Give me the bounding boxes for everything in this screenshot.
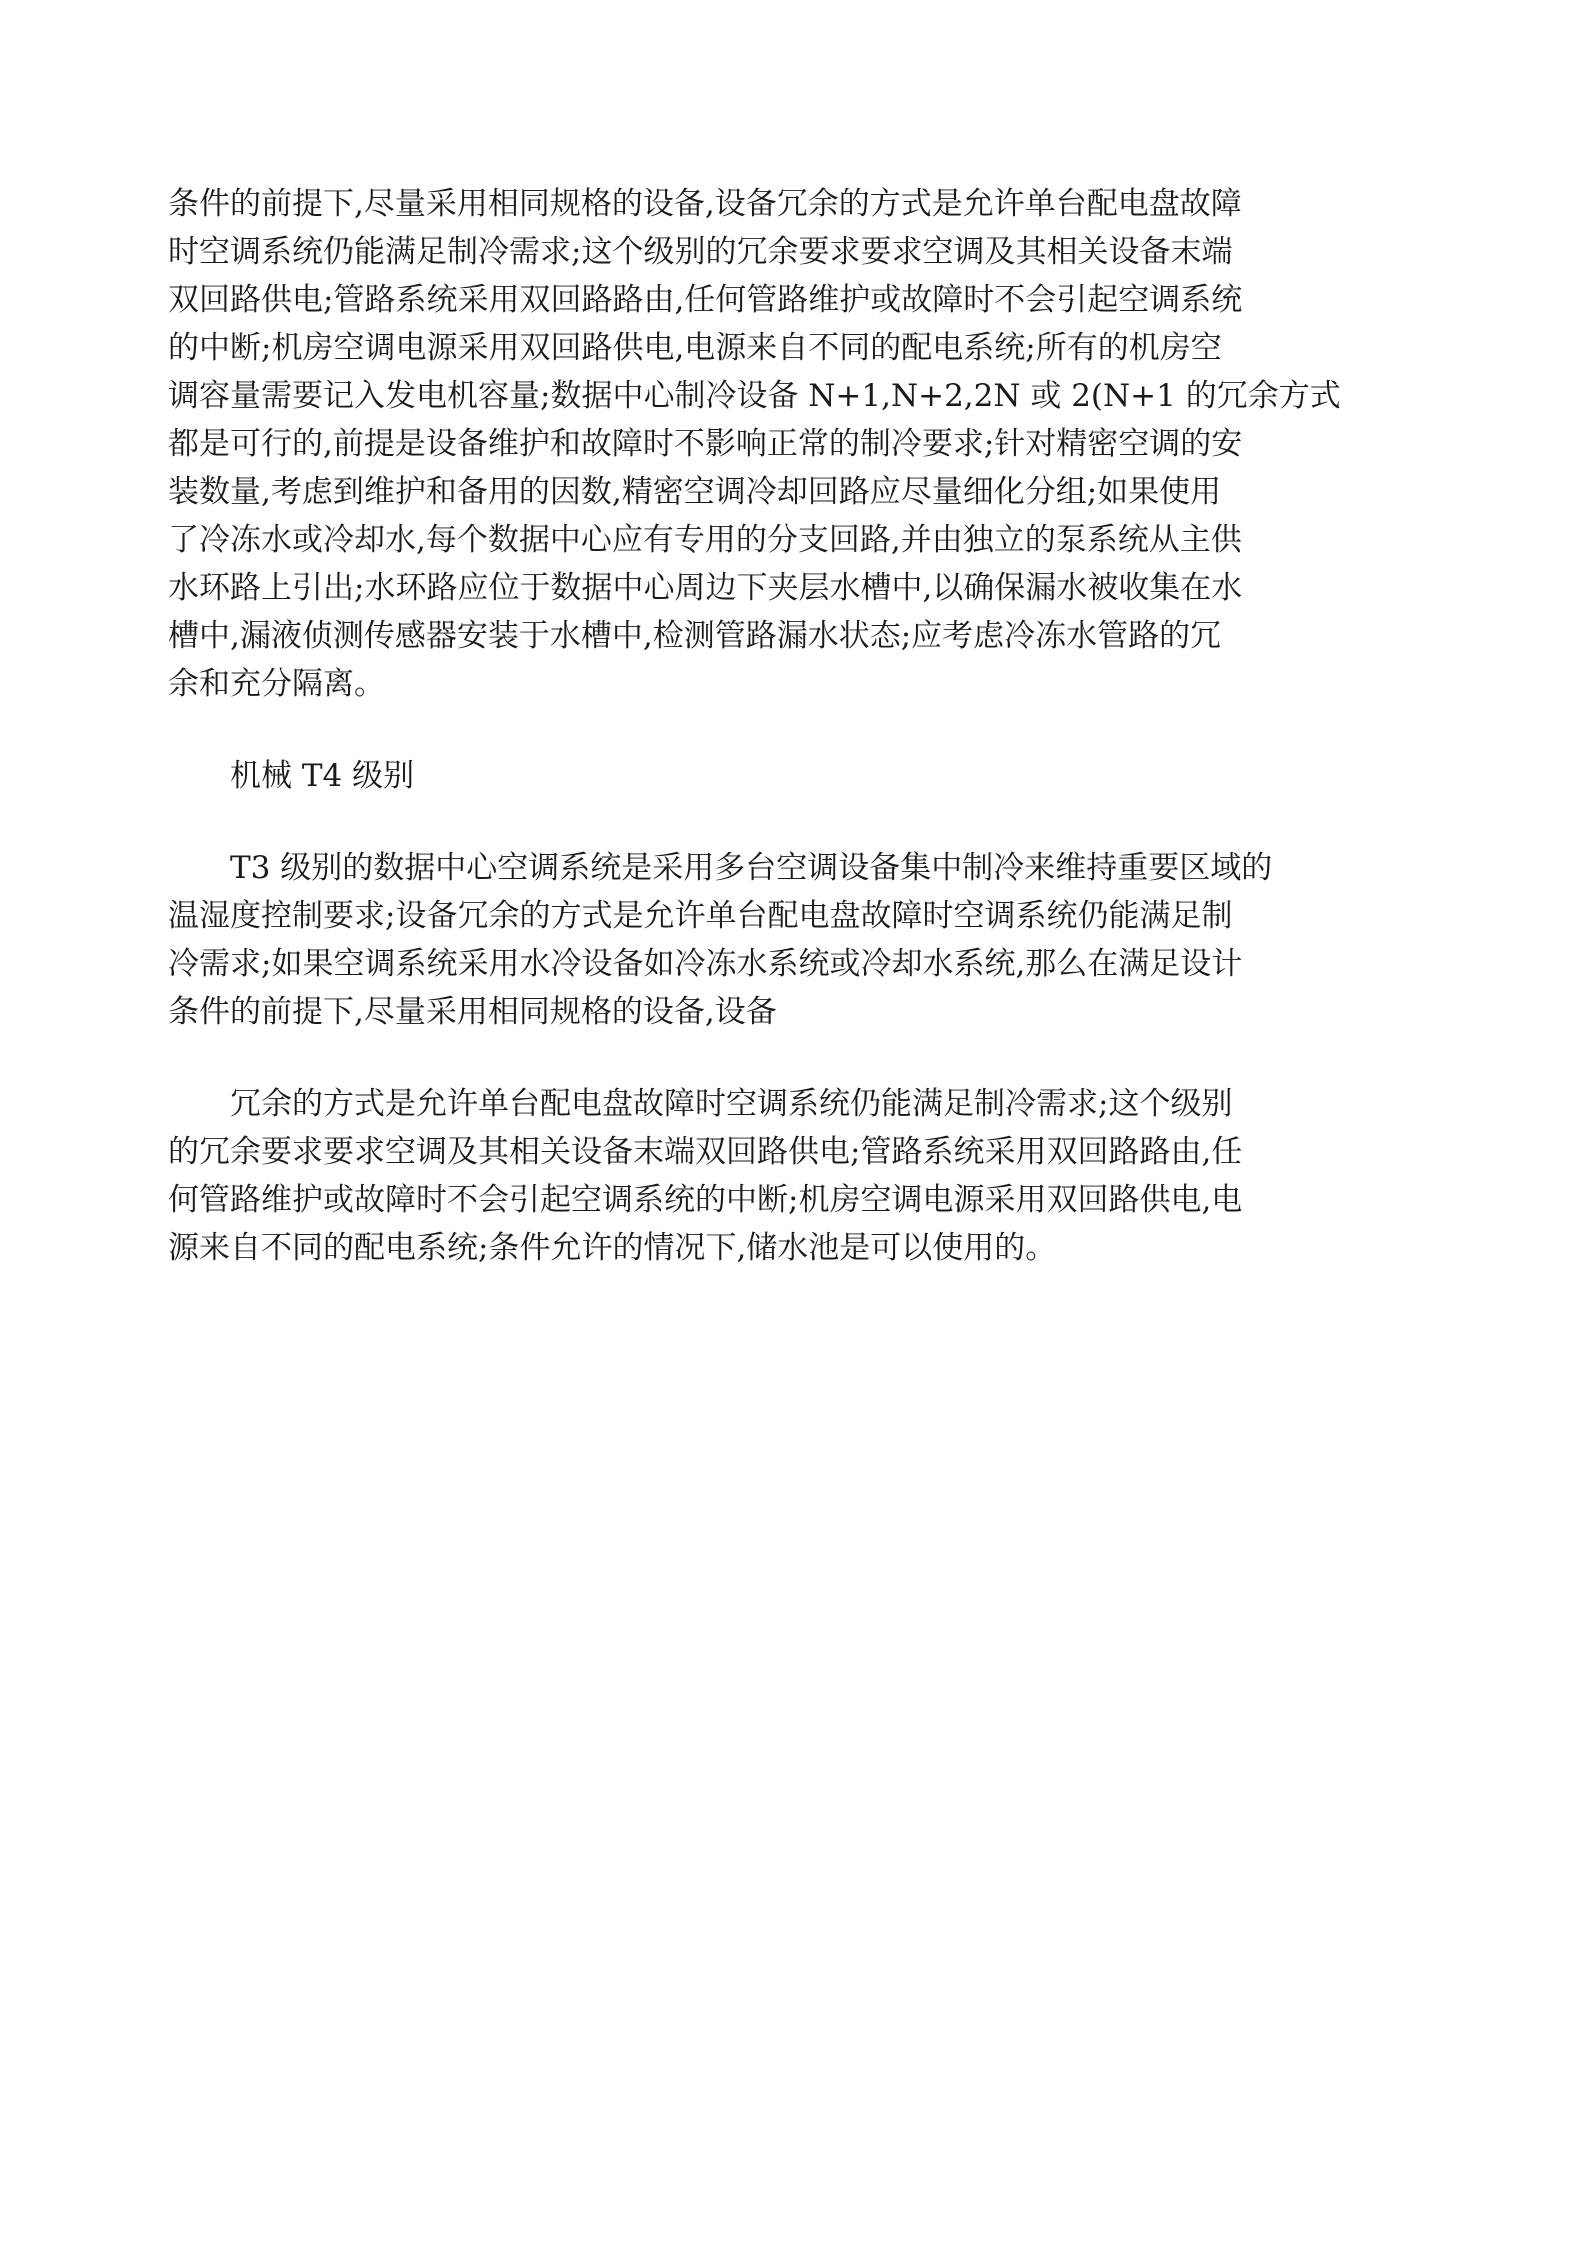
text-line: 时空调系统仍能满足制冷需求;这个级别的冗余要求要求空调及其相关设备末端 xyxy=(168,234,1233,270)
section-heading-t4 xyxy=(168,752,1398,800)
text-line: 调容量需要记入发电机容量;数据中心制冷设备 N+1,N+2,2N 或 2(N+1 的冗余方式 xyxy=(168,378,1341,414)
text-line: 装数量,考虑到维护和备用的因数,精密空调冷却回路应尽量细化分组;如果使用 xyxy=(168,474,1222,510)
text-line: 何管路维护或故障时不会引起空调系统的中断;机房空调电源采用双回路供电,电 xyxy=(168,1182,1243,1218)
text-line: 余和充分隔离。 xyxy=(168,666,385,702)
paragraph-cooling-redundancy xyxy=(168,180,1398,708)
text-line: 槽中,漏液侦测传感器安装于水槽中,检测管路漏水状态;应考虑冷冻水管路的冗 xyxy=(168,618,1222,654)
text-line: 的冗余要求要求空调及其相关设备末端双回路供电;管路系统采用双回路路由,任 xyxy=(168,1134,1243,1170)
document-page xyxy=(168,180,1398,1316)
text-line: 温湿度控制要求;设备冗余的方式是允许单台配电盘故障时空调系统仍能满足制 xyxy=(168,898,1233,934)
text-line: 条件的前提下,尽量采用相同规格的设备,设备 xyxy=(168,994,777,1030)
text-line: 冗余的方式是允许单台配电盘故障时空调系统仍能满足制冷需求;这个级别 xyxy=(230,1086,1233,1122)
text-line: 条件的前提下,尽量采用相同规格的设备,设备冗余的方式是允许单台配电盘故障 xyxy=(168,186,1242,222)
text-line: 都是可行的,前提是设备维护和故障时不影响正常的制冷要求;针对精密空调的安 xyxy=(168,426,1243,462)
text-line: 的中断;机房空调电源采用双回路供电,电源来自不同的配电系统;所有的机房空 xyxy=(168,330,1222,366)
text-line: 源来自不同的配电系统;条件允许的情况下,储水池是可以使用的。 xyxy=(168,1230,1057,1266)
text-line: 了冷冻水或冷却水,每个数据中心应有专用的分支回路,并由独立的泵系统从主供 xyxy=(168,522,1242,558)
paragraph-redundancy-continued xyxy=(168,1080,1398,1272)
text-line: 水环路上引出;水环路应位于数据中心周边下夹层水槽中,以确保漏水被收集在水 xyxy=(168,570,1243,606)
paragraph-t3-cooling xyxy=(168,844,1398,1036)
text-line: 冷需求;如果空调系统采用水冷设备如冷冻水系统或冷却水系统,那么在满足设计 xyxy=(168,946,1243,982)
text-line: 机械 T4 级别 xyxy=(230,758,415,794)
text-line: T3 级别的数据中心空调系统是采用多台空调设备集中制冷来维持重要区域的 xyxy=(230,850,1273,886)
text-line: 双回路供电;管路系统采用双回路路由,任何管路维护或故障时不会引起空调系统 xyxy=(168,282,1243,318)
